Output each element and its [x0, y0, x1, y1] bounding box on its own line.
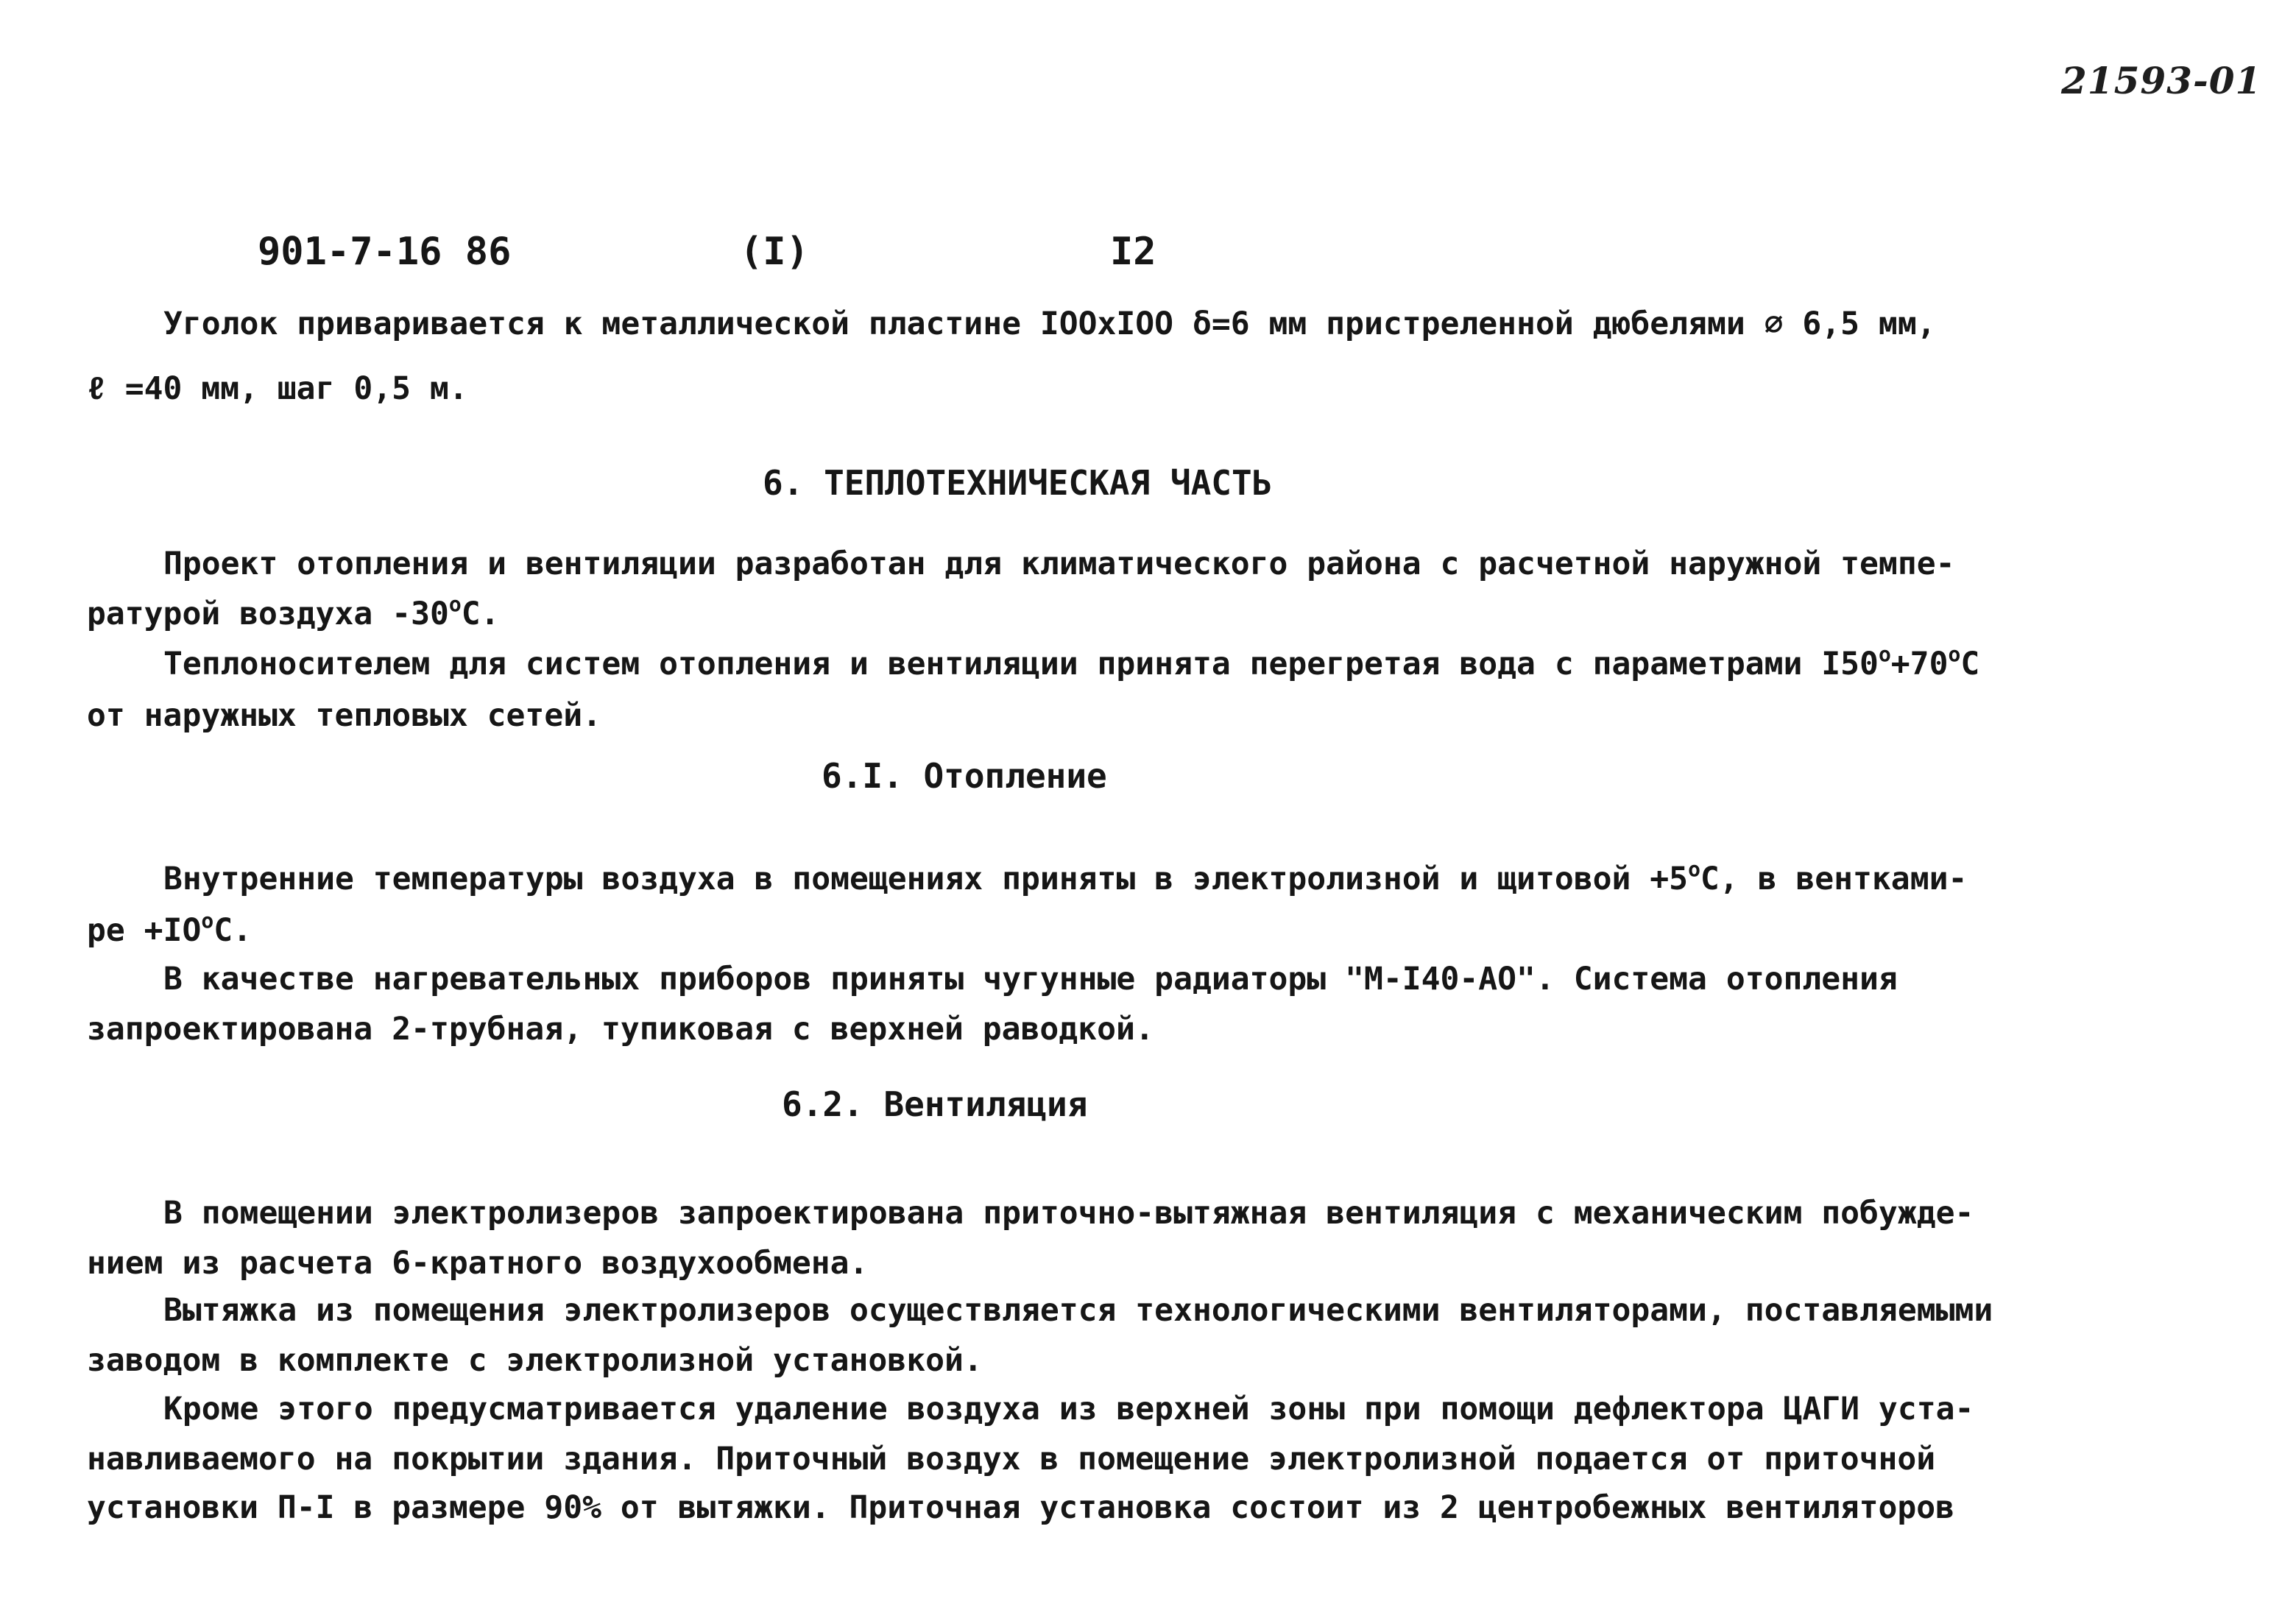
intro-line-2: ℓ =40 мм, шаг 0,5 м.: [87, 370, 468, 407]
intro-line-1: Уголок приваривается к металлической пластине IOOxIOO δ=6 мм пристреленной дюбелями ∅ 6,5 мм,: [163, 306, 1936, 342]
part-number: (I): [740, 230, 809, 274]
document-code: 901-7-16 86: [258, 230, 512, 274]
section-6-1-para-1-line-2: ре $+IO^oС$.: [87, 908, 252, 949]
degree-sign: o: [1688, 857, 1700, 881]
section-6-1-para-2-line-2: запроектирована 2-трубная, тупиковая с верхней раводкой.: [87, 1011, 1154, 1048]
section-6-2-para-3-line-1: Кроме этого предусматривается удаление воздуха из верхней зоны при помощи дефлектора ЦАГИ уста-: [163, 1391, 1974, 1427]
degree-sign: o: [1948, 642, 1961, 666]
archive-stamp: 21593-01: [2061, 59, 2262, 102]
section-6-2-para-3-line-2: навливаемого на покрытии здания. Приточный воздух в помещение электролизной подается от приточной: [87, 1441, 1936, 1477]
section-6-1-title: 6.I. Отопление: [822, 756, 1107, 796]
section-6-2-title: 6.2. Вентиляция: [782, 1084, 1088, 1124]
section-6-2-para-2-line-2: заводом в комплекте с электролизной установкой.: [87, 1342, 983, 1379]
section-6-title: 6. ТЕПЛОТЕХНИЧЕСКАЯ ЧАСТЬ: [763, 463, 1273, 503]
section-6-1-para-2-line-1: В качестве нагревательных приборов приняты чугунные радиаторы "М-I40-АО". Система отопления: [163, 961, 1898, 998]
section-6-para-1-line-2: ратурой воздуха -30$^o$С.: [87, 592, 500, 632]
degree-sign: o: [1878, 642, 1891, 666]
section-6-1-para-1-line-1: Внутренние температуры воздуха в помещениях приняты в электролизной и щитовой $+5^oС$, в вентками-: [163, 857, 1968, 897]
page-number: I2: [1110, 230, 1156, 274]
section-6-para-2-line-2: от наружных тепловых сетей.: [87, 697, 601, 734]
section-6-para-1-line-1: Проект отопления и вентиляции разработан для климатического района с расчетной наружной темпе-: [163, 546, 1955, 582]
section-6-2-para-3-line-3: установки П-I в размере 90% от вытяжки. Приточная установка состоит из 2 центробежных вентиляторов: [87, 1489, 1955, 1526]
degree-sign: o: [448, 592, 462, 616]
section-6-para-2-line-1: Теплоносителем для систем отопления и вентиляции принята перегретая вода с параметрами $I50^o+70^oС$: [163, 642, 1980, 682]
section-6-2-para-2-line-1: Вытяжка из помещения электролизеров осуществляется технологическими вентиляторами, поставляемыми: [163, 1292, 1993, 1329]
degree-sign: o: [201, 908, 214, 933]
section-6-2-para-1-line-2: нием из расчета 6-кратного воздухообмена.: [87, 1245, 869, 1282]
section-6-2-para-1-line-1: В помещении электролизеров запроектирована приточно-вытяжная вентиляция с механическим побужде-: [163, 1195, 1974, 1232]
